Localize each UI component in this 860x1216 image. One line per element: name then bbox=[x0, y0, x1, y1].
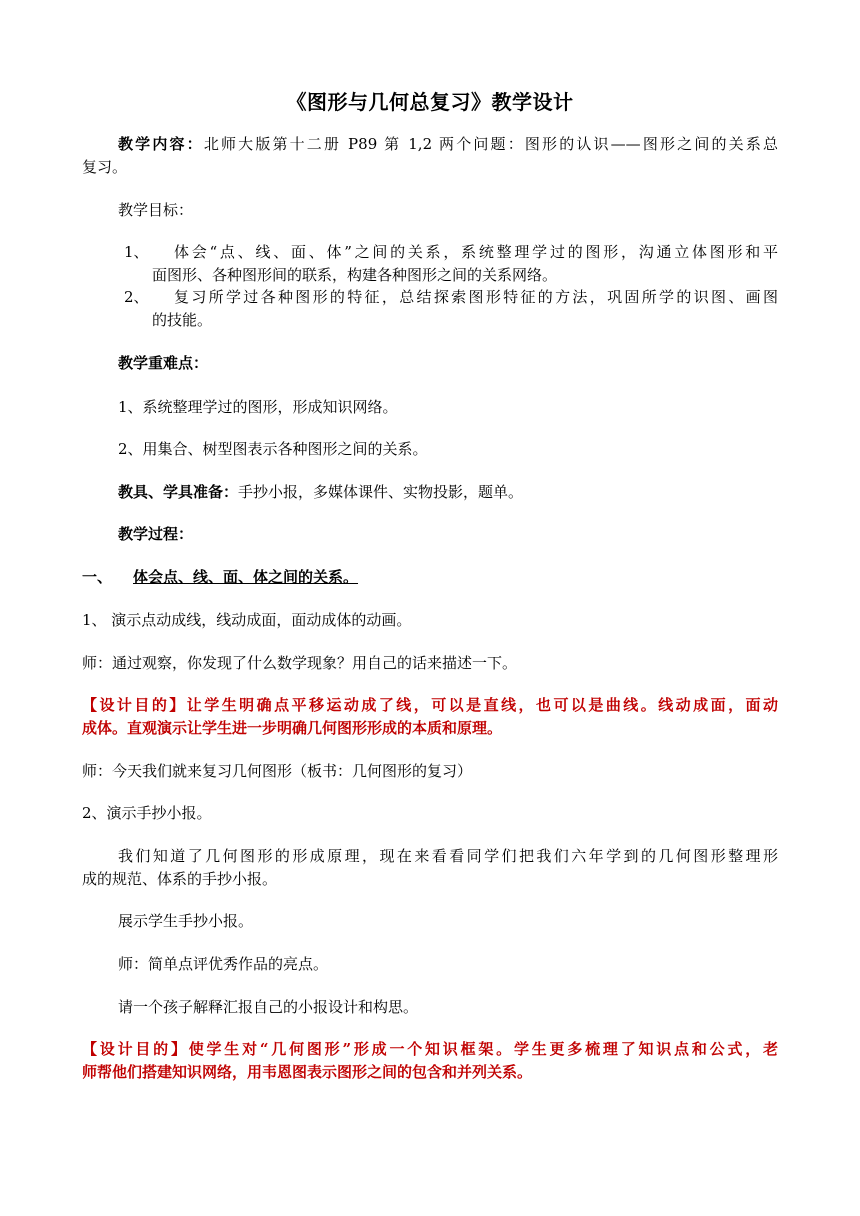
document-title: 《图形与几何总复习》教学设计 bbox=[286, 90, 574, 114]
materials-text: 手抄小报，多媒体课件、实物投影，题单。 bbox=[238, 483, 524, 501]
design-purpose-1-line-1: 【设计目的】让学生明确点平移运动成了线，可以是直线，也可以是曲线。线动成面，面动 bbox=[82, 696, 778, 714]
design-purpose-2-line-1: 【设计目的】使学生对“几何图形”形成一个知识框架。学生更多梳理了知识点和公式，老 bbox=[82, 1040, 778, 1058]
key-points-heading: 教学重难点： bbox=[118, 354, 209, 372]
key-point-2: 2、用集合、树型图表示各种图形之间的关系。 bbox=[118, 440, 428, 458]
objective-1-number: 1、 bbox=[124, 243, 149, 261]
paragraph-newspaper-intro-line-1: 我们知道了几何图形的形成原理，现在来看看同学们把我们六年学到的几何图形整理形 bbox=[118, 847, 778, 865]
objectives-heading: 教学目标： bbox=[118, 201, 194, 219]
objective-2-line-1: 复习所学过各种图形的特征，总结探索图形特征的方法，巩固所学的识图、画图 bbox=[174, 288, 778, 306]
paragraph-show-newspaper: 展示学生手抄小报。 bbox=[118, 912, 254, 930]
objective-1-line-2: 面图形、各种图形间的联系，构建各种图形之间的关系网络。 bbox=[152, 266, 558, 284]
paragraph-student-report: 请一个孩子解释汇报自己的小报设计和构思。 bbox=[118, 998, 419, 1016]
section-1-number: 一、 bbox=[82, 568, 113, 586]
content-text-2: 复习。 bbox=[82, 158, 128, 176]
materials-line bbox=[118, 481, 523, 503]
paragraph-review-intro: 师：今天我们就来复习几何图形（板书：几何图形的复习） bbox=[82, 762, 473, 780]
design-purpose-2-line-2: 师帮他们搭建知识网络，用韦恩图表示图形之间的包含和并列关系。 bbox=[82, 1063, 533, 1081]
paragraph-newspaper-intro-line-2: 成的规范、体系的手抄小报。 bbox=[82, 870, 278, 888]
content-line-1 bbox=[118, 133, 778, 155]
objective-1-line-1: 体会“点、线、面、体”之间的关系，系统整理学过的图形，沟通立体图形和平 bbox=[174, 243, 778, 261]
paragraph-newspaper: 2、演示手抄小报。 bbox=[82, 804, 212, 822]
content-text-1: 北师大版第十二册 P89 第 1,2 两个问题：图形的认识——图形之间的关系总 bbox=[203, 135, 778, 153]
materials-label: 教具、学具准备： bbox=[118, 483, 239, 501]
key-point-1: 1、系统整理学过的图形，形成知识网络。 bbox=[118, 398, 398, 416]
objective-2-line-2: 的技能。 bbox=[152, 311, 213, 329]
paragraph-teacher-comment: 师：简单点评优秀作品的亮点。 bbox=[118, 955, 329, 973]
paragraph-teacher-question: 师：通过观察，你发现了什么数学现象？用自己的话来描述一下。 bbox=[82, 654, 518, 672]
design-purpose-1-line-2: 成体。直观演示让学生进一步明确几何图形形成的本质和原理。 bbox=[82, 719, 503, 737]
content-label: 教学内容： bbox=[118, 135, 204, 153]
process-heading: 教学过程： bbox=[118, 525, 194, 543]
section-1-title: 体会点、线、面、体之间的关系。 bbox=[133, 568, 359, 586]
objective-2-number: 2、 bbox=[124, 288, 149, 306]
paragraph-animation: 1、 演示点动成线，线动成面，面动成体的动画。 bbox=[82, 611, 412, 629]
